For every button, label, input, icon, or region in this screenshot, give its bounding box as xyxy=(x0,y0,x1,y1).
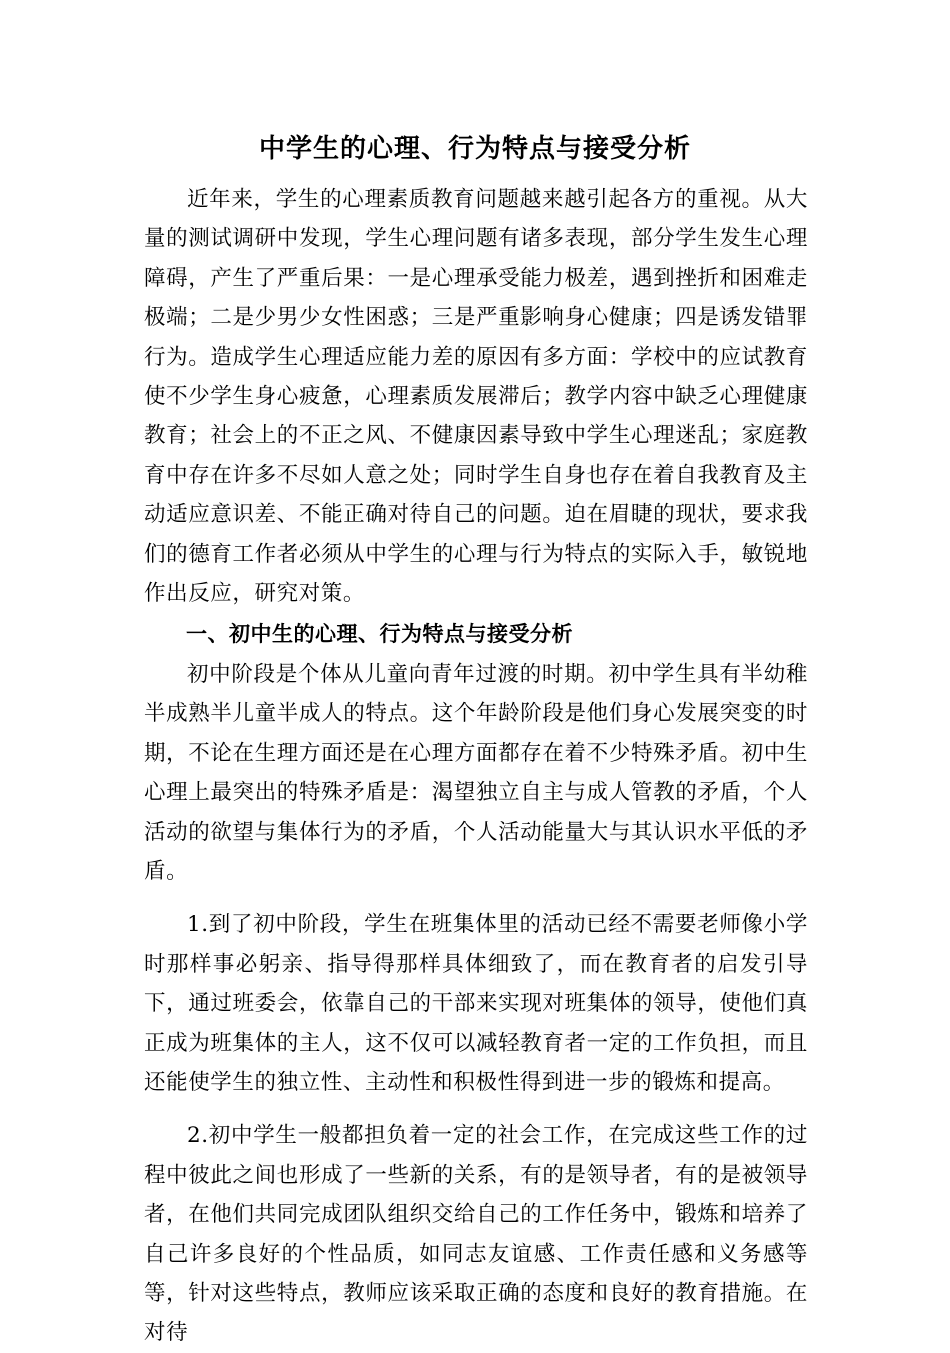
section-heading-1: 一、初中生的心理、行为特点与接受分析 xyxy=(186,622,573,647)
document-title: 中学生的心理、行为特点与接受分析 xyxy=(258,134,691,164)
point-2-paragraph: 2.初中学生一般都担负着一定的社会工作，在完成这些工作的过程中彼此之间也形成了一些新的关系，有的是领导者，有的是被领导者，在他们共同完成团队组织交给自己的工作任务中，锻炼和培养了自己许多良好的个性品质，如同志友谊感、工作责任感和义务感等等，针对这些特点，教师应该采取正确的态度和良好的教育措施。在对待 xyxy=(144,1123,808,1346)
point-1-paragraph: 1.到了初中阶段，学生在班集体里的活动已经不需要老师像小学时那样事必躬亲、指导得那样具体细致了，而在教育者的启发引导下，通过班委会，依靠自己的干部来实现对班集体的领导，使他们真正成为班集体的主人，这不仅可以减轻教育者一定的工作负担，而且还能使学生的独立性、主动性和积极性得到进一步的锻炼和提高。 xyxy=(144,912,808,1095)
section-1-paragraph: 初中阶段是个体从儿童向青年过渡的时期。初中学生具有半幼稚半成熟半儿童半成人的特点。这个年龄阶段是他们身心发展突变的时期，不论在生理方面还是在心理方面都存在着不少特殊矛盾。初中生心理上最突出的特殊矛盾是：渴望独立自主与成人管教的矛盾，个人活动的欲望与集体行为的矛盾，个人活动能量大与其认识水平低的矛盾。 xyxy=(144,661,808,884)
intro-paragraph: 近年来，学生的心理素质教育问题越来越引起各方的重视。从大量的测试调研中发现，学生心理问题有诸多表现，部分学生发生心理障碍，产生了严重后果：一是心理承受能力极差，遇到挫折和困难走极端；二是少男少女性困惑；三是严重影响身心健康；四是诱发错罪行为。造成学生心理适应能力差的原因有多方面：学校中的应试教育使不少学生身心疲惫，心理素质发展滞后；教学内容中缺乏心理健康教育；社会上的不正之风、不健康因素导致中学生心理迷乱；家庭教育中存在许多不尽如人意之处；同时学生自身也存在着自我教育及主动适应意识差、不能正确对待自己的问题。迫在眉睫的现状，要求我们的德育工作者必须从中学生的心理与行为特点的实际入手，敏锐地作出反应，研究对策。 xyxy=(144,187,808,607)
document-body xyxy=(144,180,808,1353)
